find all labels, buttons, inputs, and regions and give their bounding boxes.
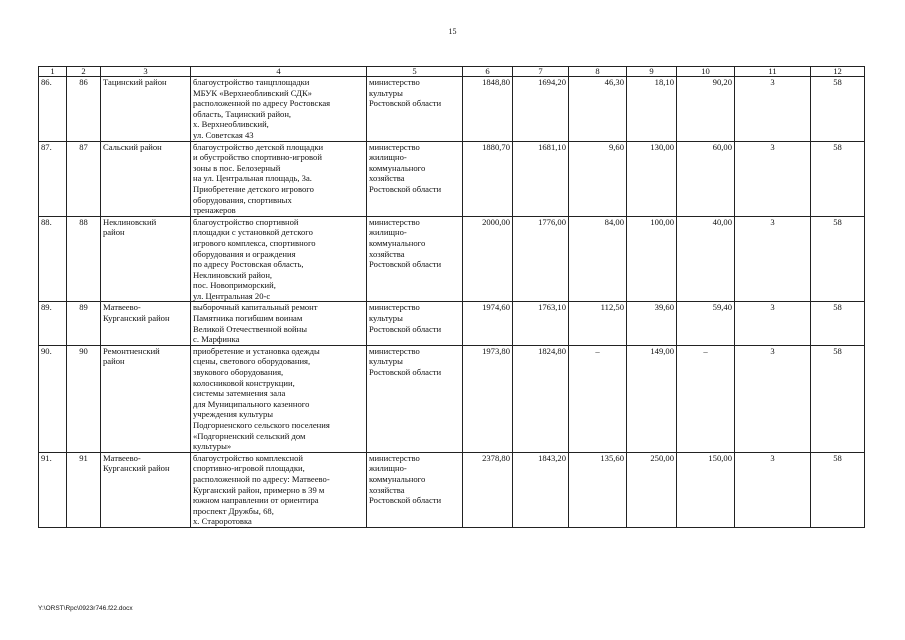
value-col6: 1848,80	[463, 77, 513, 142]
column-header: 2	[67, 67, 101, 77]
table-row	[39, 302, 865, 345]
value-col6: 2378,80	[463, 452, 513, 527]
value-col11: 3	[735, 77, 811, 142]
header-row	[39, 67, 865, 77]
value-col6: 1974,60	[463, 302, 513, 345]
value-col7: 1694,20	[513, 77, 569, 142]
table-row	[39, 141, 865, 216]
value-col12: 58	[811, 141, 865, 216]
value-col6: 2000,00	[463, 216, 513, 302]
value-col7: 1824,80	[513, 345, 569, 452]
column-header: 6	[463, 67, 513, 77]
column-header: 12	[811, 67, 865, 77]
value-col10: 150,00	[677, 452, 735, 527]
value-col12: 58	[811, 345, 865, 452]
project-description: благоустройство комплексной спортивно-игровой площадки, расположенной по адресу: Матвеево- Курганский район, примерно в 39 м южном направлении от ориентира проспект Дружбы, 68, х. Староротовка	[191, 452, 367, 527]
project-description: благоустройство спортивной площадки с установкой детского игрового комплекса, спортивного оборудования и ограждения по адресу Ростовская область, Неклиновский район, пос. Новоприморский, ул. Центральная 20-с	[191, 216, 367, 302]
value-col9: 130,00	[627, 141, 677, 216]
value-col8: 9,60	[569, 141, 627, 216]
value-col8: 112,50	[569, 302, 627, 345]
project-description: благоустройство детской площадки и обустройство спортивно-игровой зоны в пос. Белозерный на ул. Центральная площадь, 3а. Приобретение детского игрового оборудования, спортивных тренажеров	[191, 141, 367, 216]
value-col9: 100,00	[627, 216, 677, 302]
row-index: 86.	[39, 77, 67, 142]
value-col10: 59,40	[677, 302, 735, 345]
value-col8: –	[569, 345, 627, 452]
value-col12: 58	[811, 77, 865, 142]
table-row	[39, 452, 865, 527]
district: Неклиновский район	[101, 216, 191, 302]
row-index: 88.	[39, 216, 67, 302]
value-col9: 18,10	[627, 77, 677, 142]
ministry: министерство культуры Ростовской области	[367, 77, 463, 142]
value-col12: 58	[811, 216, 865, 302]
column-header: 8	[569, 67, 627, 77]
row-index: 87.	[39, 141, 67, 216]
item-number: 86	[67, 77, 101, 142]
data-table	[38, 66, 865, 528]
value-col6: 1973,80	[463, 345, 513, 452]
column-header: 9	[627, 67, 677, 77]
value-col10: –	[677, 345, 735, 452]
value-col11: 3	[735, 452, 811, 527]
value-col10: 90,20	[677, 77, 735, 142]
value-col6: 1880,70	[463, 141, 513, 216]
value-col10: 60,00	[677, 141, 735, 216]
item-number: 89	[67, 302, 101, 345]
project-description: приобретение и установка одежды сцены, светового оборудования, звукового оборудования, колосниковой конструкции, системы затемнения зала для Муниципального казенного учреждения культуры Подгорненского сельского поселения «Подгорненский сельский дом культуры»	[191, 345, 367, 452]
value-col8: 84,00	[569, 216, 627, 302]
value-col9: 39,60	[627, 302, 677, 345]
ministry: министерство жилищно- коммунального хозяйства Ростовской области	[367, 216, 463, 302]
value-col7: 1843,20	[513, 452, 569, 527]
value-col11: 3	[735, 216, 811, 302]
value-col12: 58	[811, 452, 865, 527]
value-col8: 46,30	[569, 77, 627, 142]
ministry: министерство жилищно- коммунального хозяйства Ростовской области	[367, 141, 463, 216]
value-col9: 149,00	[627, 345, 677, 452]
item-number: 88	[67, 216, 101, 302]
file-path-footer: Y:\ORST\Rpc\0923r746.f22.docx	[38, 605, 133, 612]
column-header: 7	[513, 67, 569, 77]
district: Матвеево- Курганский район	[101, 452, 191, 527]
item-number: 90	[67, 345, 101, 452]
ministry: министерство культуры Ростовской области	[367, 345, 463, 452]
value-col7: 1776,00	[513, 216, 569, 302]
value-col8: 135,60	[569, 452, 627, 527]
ministry: министерство культуры Ростовской области	[367, 302, 463, 345]
page-number: 15	[448, 27, 457, 36]
table-row	[39, 216, 865, 302]
column-header: 5	[367, 67, 463, 77]
row-index: 91.	[39, 452, 67, 527]
row-index: 89.	[39, 302, 67, 345]
column-header: 4	[191, 67, 367, 77]
column-header: 1	[39, 67, 67, 77]
column-header: 3	[101, 67, 191, 77]
item-number: 87	[67, 141, 101, 216]
district: Тацинский район	[101, 77, 191, 142]
value-col11: 3	[735, 345, 811, 452]
column-header: 11	[735, 67, 811, 77]
value-col11: 3	[735, 302, 811, 345]
table-row	[39, 77, 865, 142]
ministry: министерство жилищно- коммунального хозяйства Ростовской области	[367, 452, 463, 527]
value-col7: 1681,10	[513, 141, 569, 216]
item-number: 91	[67, 452, 101, 527]
value-col12: 58	[811, 302, 865, 345]
project-description: выборочный капитальный ремонт Памятника погибшим воинам Великой Отечественной войны с. Марфинка	[191, 302, 367, 345]
value-col9: 250,00	[627, 452, 677, 527]
row-index: 90.	[39, 345, 67, 452]
district: Матвеево- Курганский район	[101, 302, 191, 345]
project-description: благоустройство танцплощадки МБУК «Верхнеобливский СДК» расположенной по адресу Ростовская область, Тацинский район, х. Верхнеобливский, ул. Советская 43	[191, 77, 367, 142]
value-col10: 40,00	[677, 216, 735, 302]
table-row	[39, 345, 865, 452]
column-header: 10	[677, 67, 735, 77]
district: Сальский район	[101, 141, 191, 216]
district: Ремонтненский район	[101, 345, 191, 452]
value-col11: 3	[735, 141, 811, 216]
value-col7: 1763,10	[513, 302, 569, 345]
